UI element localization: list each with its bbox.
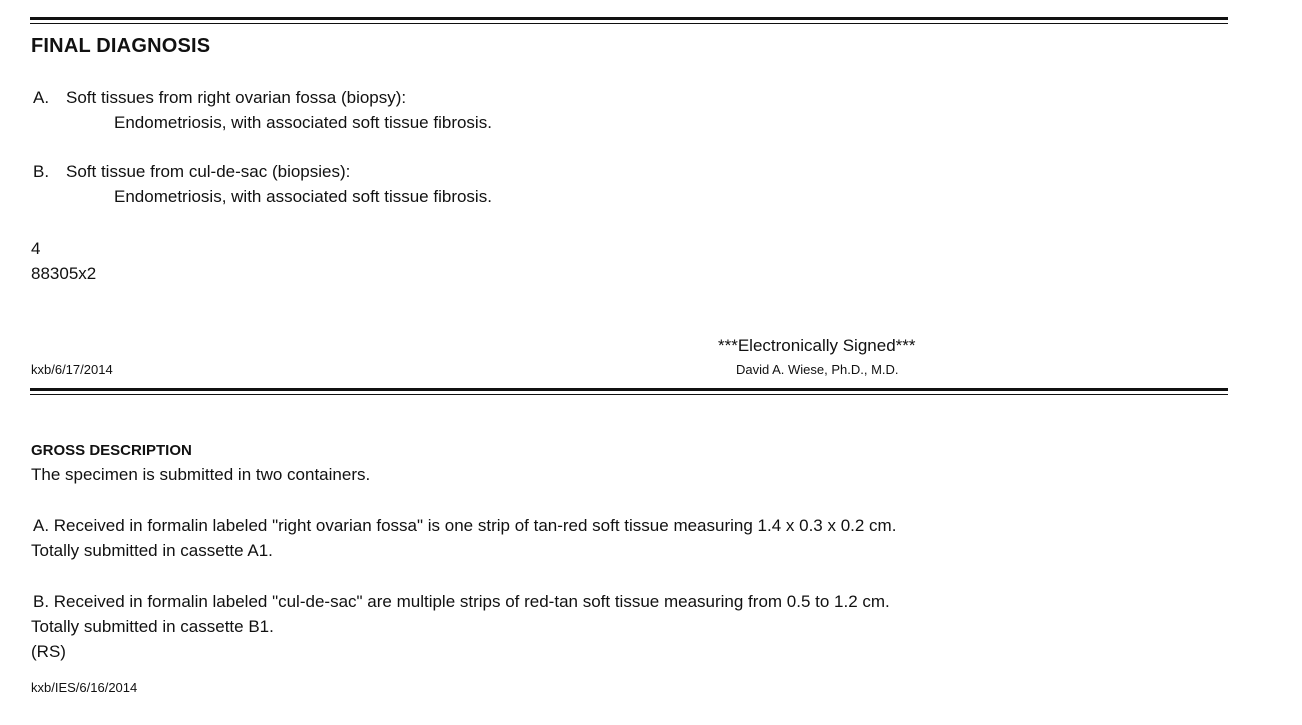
billing-code-cpt: 88305x2: [31, 264, 97, 283]
gross-date-stamp: kxb/IES/6/16/2014: [31, 680, 138, 695]
top-rule-thick: [30, 17, 1228, 20]
gross-a-line1: A. Received in formalin labeled "right ovarian fossa" is one strip of tan-red soft tissue measuring 1.4 x 0.3 x 0.2 cm.: [33, 516, 897, 535]
billing-code-count: 4: [31, 239, 41, 258]
gross-description-title: GROSS DESCRIPTION: [31, 442, 192, 459]
diagnosis-b-site: Soft tissue from cul-de-sac (biopsies):: [66, 162, 351, 181]
gross-b-line1: B. Received in formalin labeled "cul-de-sac" are multiple strips of red-tan soft tissue measuring from 0.5 to 1.2 cm.: [33, 592, 890, 611]
final-date-stamp: kxb/6/17/2014: [31, 362, 113, 377]
gross-intro: The specimen is submitted in two containers.: [31, 465, 371, 484]
gross-b-line2: Totally submitted in cassette B1.: [31, 617, 274, 636]
diagnosis-a-finding: Endometriosis, with associated soft tissue fibrosis.: [114, 113, 492, 132]
middle-rule-thick: [30, 388, 1228, 391]
electronic-signature-label: ***Electronically Signed***: [718, 336, 916, 355]
final-diagnosis-title: FINAL DIAGNOSIS: [31, 35, 211, 57]
diagnosis-b-marker: B.: [33, 162, 50, 181]
gross-initials: (RS): [31, 642, 66, 661]
diagnosis-a-site: Soft tissues from right ovarian fossa (biopsy):: [66, 88, 407, 107]
top-rule-thin: [30, 23, 1228, 24]
diagnosis-b-finding: Endometriosis, with associated soft tissue fibrosis.: [114, 187, 492, 206]
middle-rule-thin: [30, 394, 1228, 395]
diagnosis-a-marker: A.: [33, 88, 50, 107]
signer-name: David A. Wiese, Ph.D., M.D.: [736, 362, 899, 377]
gross-a-line2: Totally submitted in cassette A1.: [31, 541, 273, 560]
